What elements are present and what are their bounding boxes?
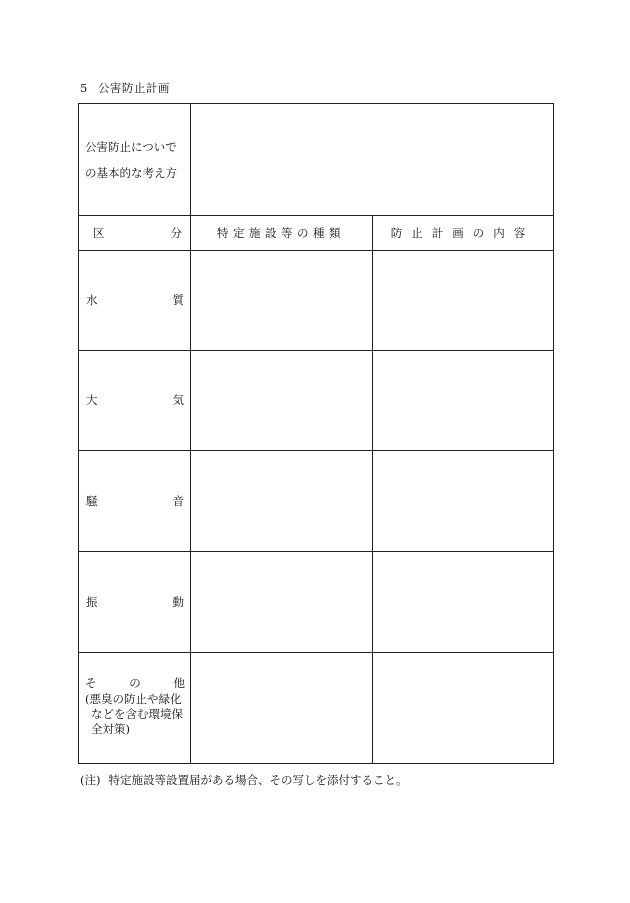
vibration-plan-field[interactable]	[372, 551, 553, 652]
header-category-right: 分	[170, 225, 182, 240]
section-title: 公害防止計画	[97, 81, 170, 95]
row-label-left: 騒	[86, 493, 98, 508]
other-label-char: 他	[173, 676, 185, 690]
other-facility-field[interactable]	[190, 652, 372, 763]
other-label-char: の	[129, 676, 141, 690]
other-label-char: そ	[85, 676, 97, 690]
header-plan-content: 防止計画の内容	[390, 225, 535, 240]
row-label-right: 音	[172, 493, 184, 508]
row-label-other	[79, 652, 190, 763]
other-plan-field[interactable]	[372, 652, 553, 763]
other-label-line4: 全対策)	[91, 722, 130, 736]
row-label-left: 水	[86, 293, 98, 307]
air-facility-field[interactable]	[190, 350, 372, 450]
other-label-line3: などを含む環境保	[91, 707, 183, 721]
header-facility-type: 特定施設等の種類	[217, 225, 345, 240]
pollution-prevention-form	[78, 103, 554, 764]
air-plan-field[interactable]	[372, 350, 553, 450]
footnote-text: 特定施設等設置届がある場合、その写しを添付すること。	[108, 773, 408, 787]
footnote-mark: (注)	[80, 773, 101, 787]
row-label-noise	[79, 450, 190, 551]
row-label-left: 振	[86, 594, 98, 609]
water-quality-plan-field[interactable]	[372, 250, 553, 350]
row-label-right: 動	[172, 594, 184, 609]
row-label-left: 大	[86, 393, 98, 407]
row-label-right: 質	[172, 293, 184, 307]
noise-facility-field[interactable]	[190, 450, 372, 551]
row-label-air	[79, 350, 190, 450]
row-label-water-quality	[79, 250, 190, 350]
basic-approach-field[interactable]	[190, 104, 553, 215]
basic-approach-label	[79, 104, 190, 215]
section-heading	[80, 80, 170, 96]
vibration-facility-field[interactable]	[190, 551, 372, 652]
header-category	[79, 215, 190, 250]
noise-plan-field[interactable]	[372, 450, 553, 551]
other-label-title	[85, 676, 185, 691]
water-quality-facility-field[interactable]	[190, 250, 372, 350]
other-label-line2: (悪臭の防止や緑化	[85, 692, 182, 706]
basic-approach-label-line1: 公害防止についで	[85, 139, 177, 154]
section-number: 5	[80, 81, 88, 95]
header-category-left: 区	[93, 225, 105, 240]
row-label-right: 気	[172, 393, 184, 407]
row-label-vibration	[79, 551, 190, 652]
footnote	[80, 772, 407, 788]
basic-approach-label-line2: の基本的な考え方	[85, 165, 177, 180]
